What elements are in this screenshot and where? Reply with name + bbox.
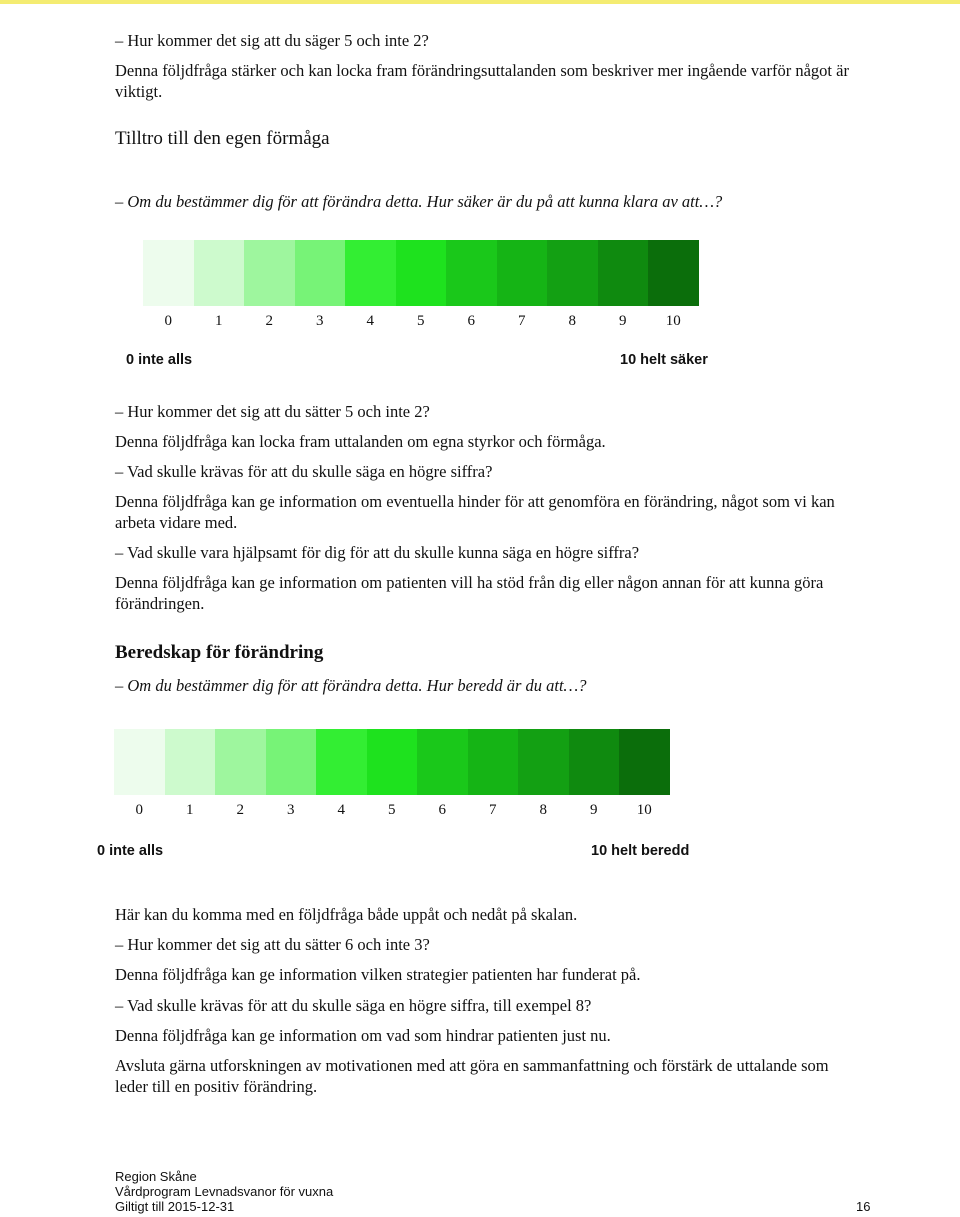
followup-question-5: – Hur kommer det sig att du sätter 6 och inte 3? xyxy=(115,935,430,954)
scale-step-5 xyxy=(396,240,447,306)
readiness-scale-low-label: 0 inte alls xyxy=(97,843,164,859)
readiness-scale-high-label: 10 helt beredd xyxy=(591,843,690,859)
scale-step-3 xyxy=(266,729,317,795)
readiness-scale xyxy=(114,729,670,795)
paragraph-6: Denna följdfråga kan ge information vilken strategier patienten har funderat på. xyxy=(115,965,641,984)
scale-step-3 xyxy=(295,240,346,306)
scale-number-2: 2 xyxy=(265,313,273,329)
scale-number-6: 6 xyxy=(438,802,446,818)
paragraph-7: Denna följdfråga kan ge information om vad som hindrar patienten just nu. xyxy=(115,1026,611,1045)
scale-number-9: 9 xyxy=(619,313,627,329)
footer-organization: Region Skåne xyxy=(115,1169,197,1184)
scale-step-1 xyxy=(165,729,216,795)
confidence-scale xyxy=(143,240,699,306)
paragraph-1: Denna följdfråga stärker och kan locka fram förändringsuttalanden som beskriver mer ingående varför något är viktigt. xyxy=(115,61,849,101)
scale-number-4: 4 xyxy=(337,802,345,818)
scale-step-9 xyxy=(598,240,649,306)
scale-step-6 xyxy=(446,240,497,306)
confidence-scale-high-label: 10 helt säker xyxy=(620,352,708,368)
scale-step-8 xyxy=(547,240,598,306)
paragraph-8: Avsluta gärna utforskningen av motivationen med att göra en sammanfattning och förstärk de uttalande som leder till en positiv förändring. xyxy=(115,1056,829,1096)
confidence-scale-low-label: 0 inte alls xyxy=(126,352,193,368)
scale-step-4 xyxy=(345,240,396,306)
scale-step-0 xyxy=(143,240,194,306)
scale-step-6 xyxy=(417,729,468,795)
scale-number-1: 1 xyxy=(215,313,223,329)
footer-validity: Giltigt till 2015-12-31 xyxy=(115,1199,235,1214)
scale-step-8 xyxy=(518,729,569,795)
scale-number-8: 8 xyxy=(539,802,547,818)
scale-number-9: 9 xyxy=(590,802,598,818)
scale-number-0: 0 xyxy=(135,802,143,818)
scale-step-4 xyxy=(316,729,367,795)
paragraph-4: Denna följdfråga kan ge information om patienten vill ha stöd från dig eller någon annan för att kunna göra förändringen. xyxy=(115,573,824,613)
section-heading-confidence: Tilltro till den egen förmåga xyxy=(115,128,330,149)
paragraph-2: Denna följdfråga kan locka fram uttalanden om egna styrkor och förmåga. xyxy=(115,432,606,451)
scale-number-10: 10 xyxy=(636,802,652,818)
scale-number-3: 3 xyxy=(287,802,295,818)
scale-step-7 xyxy=(497,240,548,306)
scale-step-7 xyxy=(468,729,519,795)
scale-number-3: 3 xyxy=(316,313,324,329)
paragraph-3: Denna följdfråga kan ge information om eventuella hinder för att genomföra en förändring, något som vi kan arbeta vidare med. xyxy=(115,492,835,532)
followup-question-4: – Vad skulle vara hjälpsamt för dig för att du skulle kunna säga en högre siffra? xyxy=(115,543,640,562)
scale-step-9 xyxy=(569,729,620,795)
followup-question-2: – Hur kommer det sig att du sätter 5 och inte 2? xyxy=(115,402,430,421)
scale-number-4: 4 xyxy=(366,313,374,329)
scale-number-5: 5 xyxy=(388,802,396,818)
paragraph-5: Här kan du komma med en följdfråga både uppåt och nedåt på skalan. xyxy=(115,905,578,924)
followup-question-3: – Vad skulle krävas för att du skulle säga en högre siffra? xyxy=(115,462,493,481)
footer-program: Vårdprogram Levnadsvanor för vuxna xyxy=(115,1184,334,1199)
scale-number-7: 7 xyxy=(518,313,526,329)
section-heading-readiness: Beredskap för förändring xyxy=(115,642,324,663)
scale-step-2 xyxy=(215,729,266,795)
scale-number-10: 10 xyxy=(665,313,681,329)
scale-step-5 xyxy=(367,729,418,795)
scale-step-10 xyxy=(648,240,699,306)
scale-number-7: 7 xyxy=(489,802,497,818)
scale-number-0: 0 xyxy=(164,313,172,329)
scale-number-5: 5 xyxy=(417,313,425,329)
scale-step-0 xyxy=(114,729,165,795)
scale-step-10 xyxy=(619,729,670,795)
scale-step-1 xyxy=(194,240,245,306)
scale-step-2 xyxy=(244,240,295,306)
scale-question-confidence: – Om du bestämmer dig för att förändra detta. Hur säker är du på att kunna klara av att…? xyxy=(115,192,723,211)
followup-question-6: – Vad skulle krävas för att du skulle säga en högre siffra, till exempel 8? xyxy=(115,996,592,1015)
scale-number-1: 1 xyxy=(186,802,194,818)
scale-number-2: 2 xyxy=(236,802,244,818)
page-top-accent-bar xyxy=(0,0,960,4)
followup-question-1: – Hur kommer det sig att du säger 5 och inte 2? xyxy=(115,31,429,50)
page-number: 16 xyxy=(856,1199,871,1214)
scale-question-readiness: – Om du bestämmer dig för att förändra detta. Hur beredd är du att…? xyxy=(115,676,587,695)
scale-number-6: 6 xyxy=(467,313,475,329)
scale-number-8: 8 xyxy=(568,313,576,329)
